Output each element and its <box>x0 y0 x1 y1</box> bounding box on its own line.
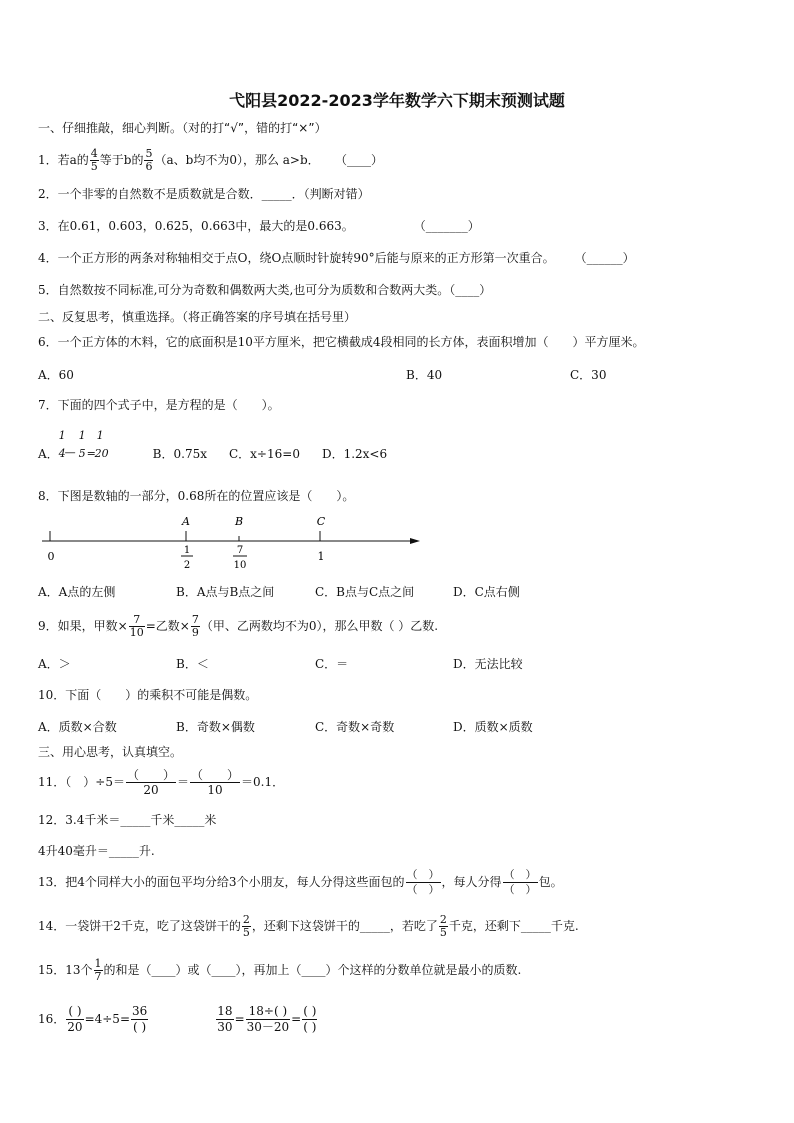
q4-answer-blank[interactable]: （______） <box>574 251 635 265</box>
q10-option-b[interactable]: B．奇数×偶数 <box>176 720 255 734</box>
q14-fraction-1: $\frac{2}{5}$ <box>242 913 250 939</box>
q13-fraction-2: $\frac{( )}{( )}$ <box>503 868 537 896</box>
question-10: 10．下面（ ）的乘积不可能是偶数。 <box>38 688 258 702</box>
question-7: 7．下面的四个式子中，是方程的是（ ）。 <box>38 398 280 412</box>
q7-option-b[interactable]: B．0.75x <box>152 447 207 461</box>
q4-text: 4．一个正方形的两条对称轴相交于点O，绕O点顺时针旋转90°后能与原来的正方形第一次重合。 <box>38 251 555 265</box>
q10-option-a[interactable]: A．质数×合数 <box>38 720 117 734</box>
q16-fraction-b3: $\frac{( )}{( )}$ <box>303 1004 317 1034</box>
q15-fraction: $\frac{1}{7}$ <box>94 957 102 983</box>
q8-option-d[interactable]: D．C点右侧 <box>453 585 520 599</box>
q16-equals-1: = <box>234 1012 245 1026</box>
q11-text-b: ＝ <box>176 775 189 789</box>
page-title: 弋阳县2022-2023学年数学六下期末预测试题 <box>229 91 565 110</box>
tick-label-seven-tenths-num: 7 <box>236 545 244 556</box>
question-15 <box>38 958 521 983</box>
tick-label-half-num: 1 <box>183 545 191 556</box>
q7-options <box>38 428 387 462</box>
q6-option-c[interactable]: C．30 <box>570 368 607 382</box>
question-8: 8．下图是数轴的一部分，0.68所在的位置应该是（ ）。 <box>38 489 355 503</box>
question-5: 5．自然数按不同标准,可分为奇数和偶数两大类,也可分为质数和合数两大类。（____） <box>38 283 492 297</box>
q3-text: 3．在0.61，0.603，0.625，0.663中，最大的是0.663。 <box>38 219 354 233</box>
q8-option-a[interactable]: A．A点的左侧 <box>38 585 116 599</box>
q9-text-b: =乙数× <box>145 619 190 633</box>
question-14 <box>38 914 579 939</box>
q16-fraction-a2: $\frac{36}{( )}$ <box>132 1004 148 1034</box>
question-3 <box>38 218 480 234</box>
question-4 <box>38 250 635 266</box>
q15-text-b: 的和是（____）或（____），再加上（____）个这样的分数单位就是最小的质数. <box>103 963 522 977</box>
question-1 <box>38 148 383 173</box>
tick-label-seven-tenths-den: 10 <box>233 560 247 571</box>
tick-label-half-den: 2 <box>183 560 191 571</box>
q1-fraction-2: $\frac{5}{6}$ <box>145 147 153 173</box>
q8-option-c[interactable]: C．B点与C点之间 <box>315 585 415 599</box>
q6-option-b[interactable]: B．40 <box>406 368 443 382</box>
q16-fraction-a: $\frac{( )}{20}$ <box>67 1004 83 1034</box>
q7-option-d[interactable]: D．1.2x<6 <box>321 447 388 461</box>
question-9 <box>38 614 438 639</box>
q13-text-b: ，每人分得 <box>441 875 502 889</box>
q1-text-b: 等于b的 <box>99 153 144 167</box>
q8-option-b[interactable]: B．A点与B点之间 <box>176 585 275 599</box>
point-c-label: C <box>316 515 326 528</box>
q3-answer-blank[interactable]: （_______） <box>413 219 480 233</box>
q9-option-c[interactable]: C．＝ <box>315 657 349 671</box>
tick-label-zero: 0 <box>47 550 55 563</box>
q9-text-c: （甲、乙两数均不为0），那么甲数（ ）乙数. <box>200 619 439 633</box>
q10-option-c[interactable]: C．奇数×奇数 <box>315 720 395 734</box>
q1-text-a: 1．若a的 <box>38 153 89 167</box>
q14-fraction-2: $\frac{2}{5}$ <box>439 913 447 939</box>
question-16 <box>38 1004 318 1035</box>
q9-text-a: 9．如果，甲数× <box>38 619 128 633</box>
question-12-part-1: 12．3.4千米＝_____千米_____米 <box>38 813 217 827</box>
point-a-label: A <box>182 515 190 528</box>
q14-text-c: 千克，还剩下_____千克. <box>448 919 579 933</box>
q10-option-d[interactable]: D．质数×质数 <box>453 720 533 734</box>
q1-answer-blank[interactable]: （____） <box>334 153 383 167</box>
q13-text-a: 13．把4个同样大小的面包平均分给3个小朋友，每人分得这些面包的 <box>38 875 405 889</box>
q14-text-a: 14．一袋饼干2千克，吃了这袋饼干的 <box>38 919 241 933</box>
tick-label-one: 1 <box>317 550 325 563</box>
q9-fraction-1: $\frac{7}{10}$ <box>129 613 144 639</box>
q14-text-b: ，还剩下这袋饼干的_____，若吃了 <box>251 919 438 933</box>
q15-text-a: 15．13个 <box>38 963 93 977</box>
q16-fraction-b2: $\frac{18\div( )}{30-20}$ <box>246 1004 290 1034</box>
question-2: 2．一个非零的自然数不是质数就是合数．_____．（判断对错） <box>38 187 370 201</box>
q9-option-a[interactable]: A．＞ <box>38 657 71 671</box>
q6-option-a[interactable]: A．60 <box>38 368 74 382</box>
q16-middle: =4÷5= <box>84 1012 130 1026</box>
q7-option-a-expression[interactable]: 1 1 1 4 — 5 = 20 <box>58 429 109 460</box>
q11-text-c: ＝0.1． <box>241 775 285 789</box>
q11-fraction-1: $\frac{( )}{20}$ <box>126 768 175 797</box>
q13-text-c: 包。 <box>538 875 563 889</box>
q11-text-a: 11．（ ）÷5＝ <box>38 775 125 789</box>
q11-fraction-2: $\frac{( )}{10}$ <box>191 768 240 797</box>
section-3-heading: 三、用心思考，认真填空。 <box>38 745 183 759</box>
q9-fraction-2: $\frac{7}{9}$ <box>191 613 199 639</box>
q16-label: 16． <box>38 1012 66 1026</box>
question-11 <box>38 768 284 797</box>
q7-option-a-label[interactable]: A． <box>38 447 59 461</box>
question-13 <box>38 868 563 897</box>
section-1-heading: 一、仔细推敲，细心判断。（对的打“√”，错的打“×”） <box>38 121 327 135</box>
point-b-label: B <box>234 515 244 528</box>
number-line-figure <box>38 512 428 572</box>
section-2-heading: 二、反复思考，慎重选择。（将正确答案的序号填在括号里） <box>38 310 357 324</box>
q16-equals-2: = <box>291 1012 302 1026</box>
q13-fraction-1: $\frac{( )}{( )}$ <box>406 868 440 896</box>
number-line-arrow <box>410 538 420 544</box>
q1-text-c: （a、b均不为0），那么 a>b． <box>154 153 320 167</box>
q16-fraction-b: $\frac{18}{30}$ <box>217 1004 233 1034</box>
question-6: 6．一个正方体的木料，它的底面积是10平方厘米，把它横截成4段相同的长方体，表面积增加（ ）平方厘米。 <box>38 335 645 349</box>
question-12-part-2: 4升40毫升＝_____升. <box>38 844 155 858</box>
q1-fraction-1: $\frac{4}{5}$ <box>90 147 98 173</box>
q9-option-d[interactable]: D．无法比较 <box>453 657 523 671</box>
q7-option-c[interactable]: C．x÷16=0 <box>228 447 300 461</box>
q9-option-b[interactable]: B．＜ <box>176 657 209 671</box>
